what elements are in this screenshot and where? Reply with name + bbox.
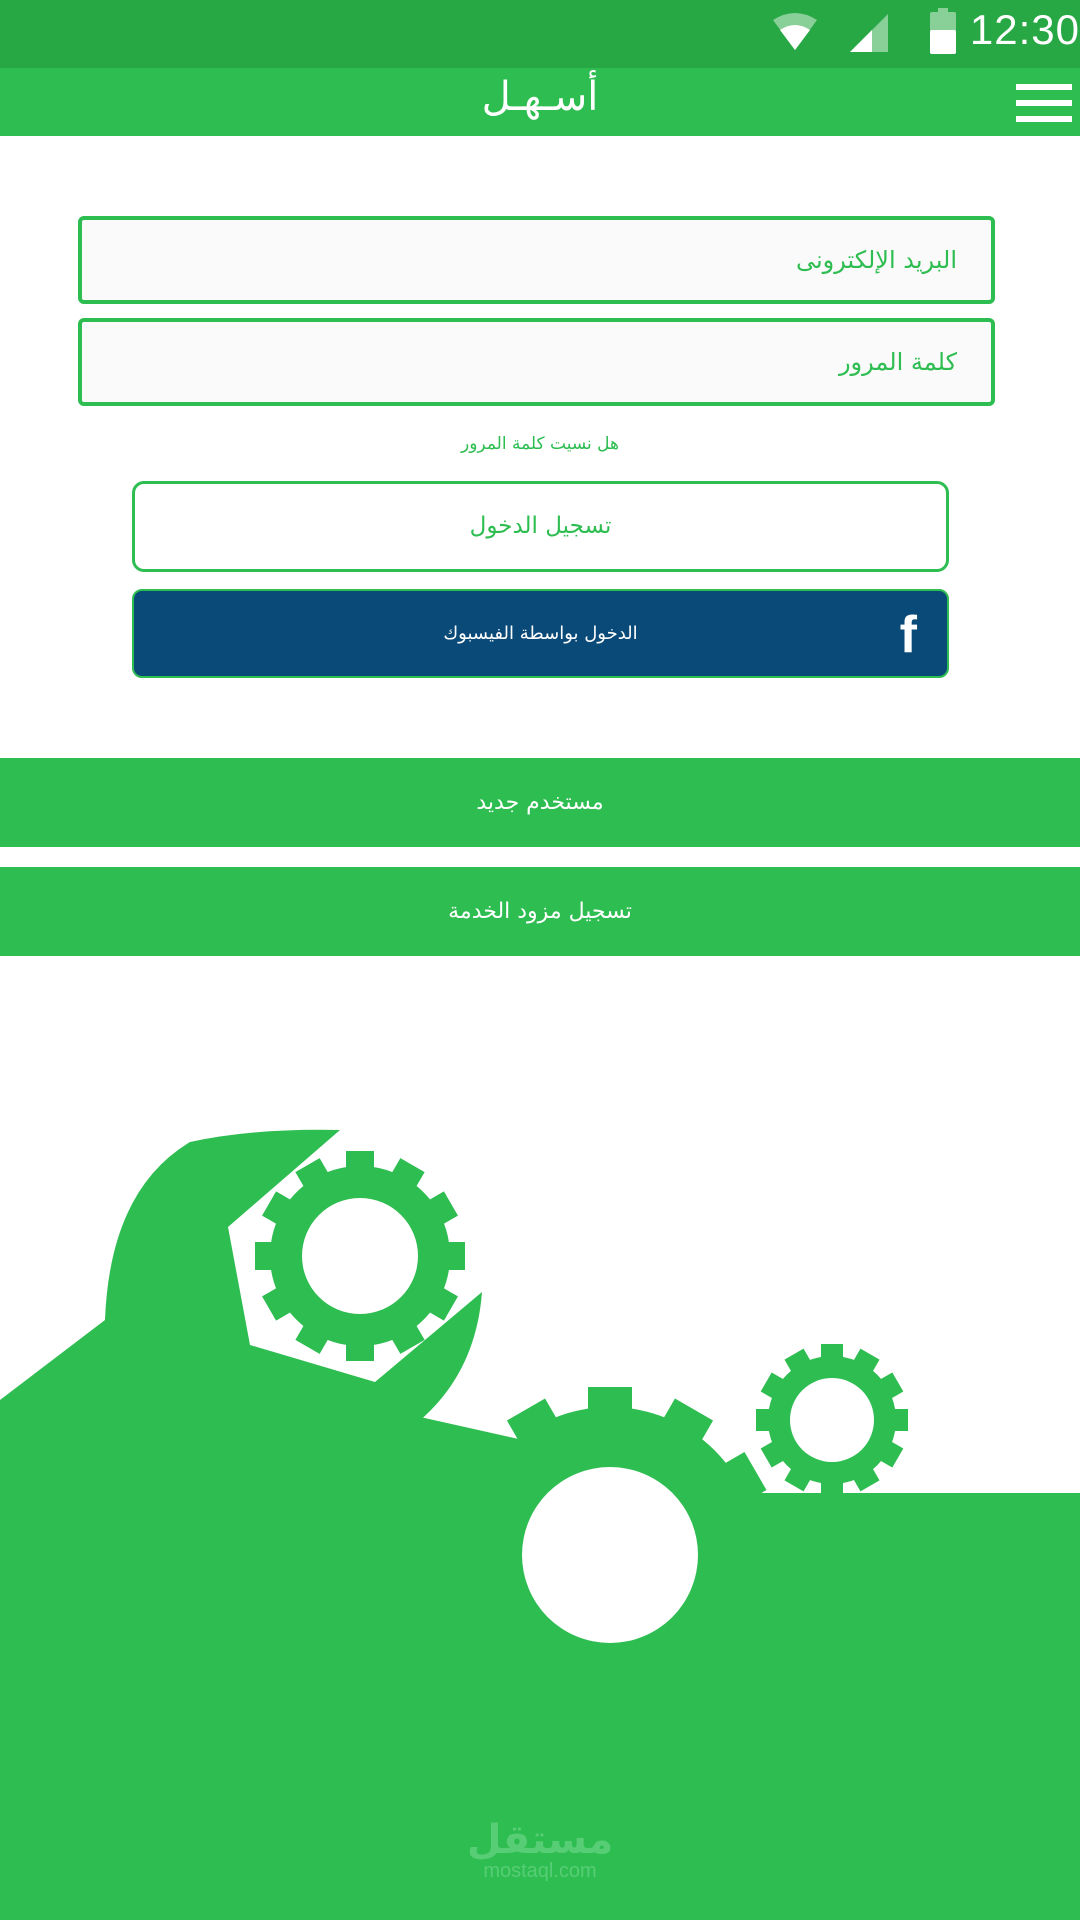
app-bar	[0, 68, 1080, 136]
wrench-gears-illustration	[0, 1100, 1080, 1920]
watermark-arabic: مستقل	[466, 1817, 614, 1863]
battery-icon	[930, 8, 956, 54]
mostaql-watermark	[0, 1817, 1080, 1883]
watermark-latin: mostaql.com	[483, 1860, 597, 1882]
cellular-signal-icon	[850, 12, 890, 52]
forgot-password-link[interactable]: هل نسيت كلمة المرور	[461, 434, 619, 454]
app-title: أسـهـل	[481, 74, 599, 120]
facebook-login-label: الدخول بواسطة الفيسبوك	[443, 623, 638, 644]
email-field[interactable]	[78, 216, 995, 304]
status-bar	[0, 0, 1080, 68]
status-time: 12:30	[969, 6, 1080, 53]
register-provider-button[interactable]: تسجيل مزود الخدمة	[0, 867, 1080, 956]
password-field[interactable]	[78, 318, 995, 406]
password-input[interactable]	[82, 322, 991, 402]
email-input[interactable]	[82, 220, 991, 300]
gear-icon-large	[255, 1151, 465, 1361]
new-user-button[interactable]: مستخدم جديد	[0, 758, 1080, 847]
hamburger-menu-icon[interactable]	[1016, 82, 1072, 124]
wifi-icon	[772, 12, 818, 52]
gear-icon-small	[756, 1344, 908, 1496]
facebook-login-button[interactable]	[132, 589, 949, 678]
login-button[interactable]: تسجيل الدخول	[132, 481, 949, 572]
facebook-icon: f	[899, 606, 917, 664]
